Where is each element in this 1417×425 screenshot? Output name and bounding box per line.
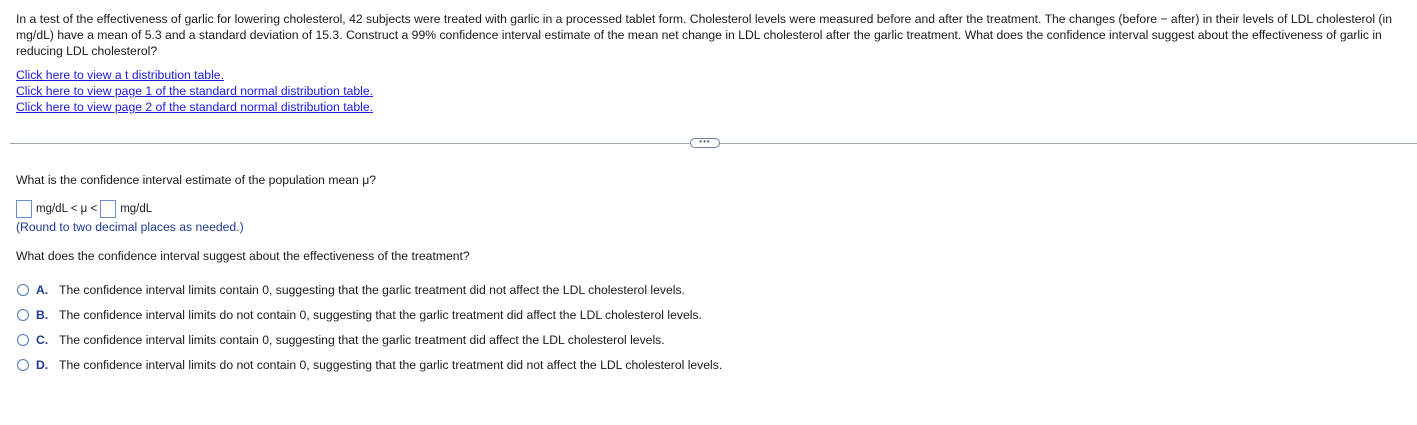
radio-icon[interactable] xyxy=(17,284,29,296)
t-distribution-table-link[interactable]: Click here to view a t distribution table. xyxy=(16,68,224,82)
option-a[interactable] xyxy=(17,282,685,298)
question-interval: What is the confidence interval estimate of the population mean μ? xyxy=(16,173,376,187)
option-letter: D. xyxy=(36,358,49,372)
interval-answer-row xyxy=(16,199,152,219)
normal-table-page2-link[interactable]: Click here to view page 2 of the standard normal distribution table. xyxy=(16,100,374,114)
question-effectiveness: What does the confidence interval suggest about the effectiveness of the treatment? xyxy=(16,249,470,263)
radio-icon[interactable] xyxy=(17,334,29,346)
radio-icon[interactable] xyxy=(17,309,29,321)
table-links xyxy=(16,67,373,115)
upper-limit-input[interactable] xyxy=(100,200,116,218)
lower-limit-input[interactable] xyxy=(16,200,32,218)
option-letter: A. xyxy=(36,283,49,297)
interval-unit-label: mg/dL xyxy=(120,203,153,215)
rounding-hint: (Round to two decimal places as needed.) xyxy=(16,220,244,234)
option-text: The confidence interval limits do not contain 0, suggesting that the garlic treatment did affect the LDL cholesterol levels. xyxy=(59,308,702,322)
radio-icon[interactable] xyxy=(17,359,29,371)
problem-text: In a test of the effectiveness of garlic for lowering cholesterol, 42 subjects were treated with garlic in a processed tablet form. Cholesterol levels were measured before and after the treatment. The changes (before − after) in their levels of LDL cholesterol (in mg/dL) have a mean of 5.3 and a standard deviation of 15.3. Construct a 99% confidence interval estimate of the mean net change in LDL cholesterol after the garlic treatment. What does the confidence interval suggest about the effectiveness of garlic in reducing LDL cholesterol? xyxy=(16,12,1392,58)
option-d[interactable] xyxy=(17,357,722,373)
option-c[interactable] xyxy=(17,332,665,348)
normal-table-page1-link[interactable]: Click here to view page 1 of the standard normal distribution table. xyxy=(16,84,374,98)
option-text: The confidence interval limits contain 0, suggesting that the garlic treatment did affect the LDL cholesterol levels. xyxy=(59,333,665,347)
option-text: The confidence interval limits contain 0, suggesting that the garlic treatment did not affect the LDL cholesterol levels. xyxy=(59,283,685,297)
option-letter: B. xyxy=(36,308,49,322)
option-text: The confidence interval limits do not contain 0, suggesting that the garlic treatment did not affect the LDL cholesterol levels. xyxy=(59,358,723,372)
problem-statement xyxy=(16,11,1416,59)
option-letter: C. xyxy=(36,333,49,347)
more-dots-icon: ••• xyxy=(699,136,711,146)
option-b[interactable] xyxy=(17,307,702,323)
interval-middle-label: mg/dL < μ < xyxy=(36,203,98,215)
expand-button[interactable] xyxy=(690,138,720,148)
